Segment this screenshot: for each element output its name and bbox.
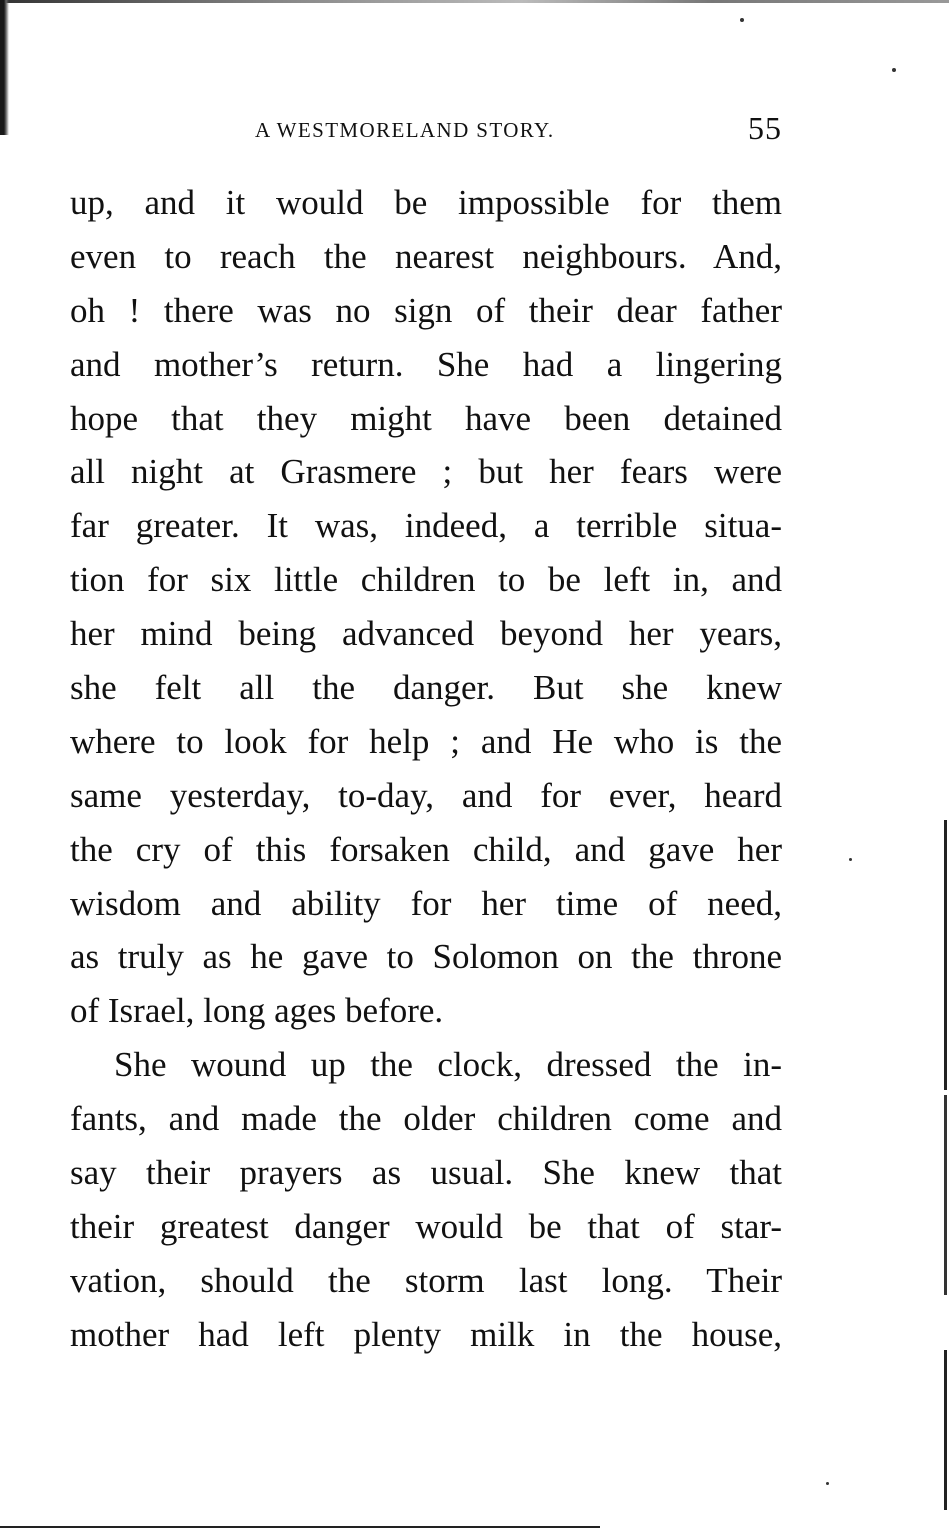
page-header (70, 110, 782, 150)
text-line: mother had left plenty milk in the house, (70, 1314, 782, 1354)
text-line: hope that they might have been detained (70, 398, 782, 438)
scan-right-edge (944, 820, 947, 1090)
scan-speck (740, 18, 744, 22)
scan-speck (826, 1482, 829, 1485)
text-line: of Israel, long ages before. (70, 991, 444, 1031)
scan-right-edge (944, 1350, 947, 1510)
text-line: even to reach the nearest neighbours. And, (70, 236, 782, 276)
text-line: tion for six little children to be left in, and (70, 560, 782, 600)
text-line: wisdom and ability for her time of need, (70, 883, 782, 923)
text-line: oh ! there was no sign of their dear father (70, 290, 782, 330)
text-line: she felt all the danger. But she knew (70, 668, 782, 708)
text-line: same yesterday, to-day, and for ever, heard (70, 775, 782, 815)
text-line: fants, and made the older children come and (70, 1099, 782, 1139)
body-text (70, 176, 782, 1362)
scan-speck (849, 858, 852, 861)
text-line: all night at Grasmere ; but her fears were (70, 452, 782, 492)
scan-bottom-edge (0, 1526, 600, 1528)
text-line: vation, should the storm last long. Their (70, 1260, 782, 1300)
text-line: the cry of this forsaken child, and gave her (70, 829, 782, 869)
text-line: where to look for help ; and He who is the (70, 721, 782, 761)
paragraph-2 (70, 1038, 782, 1361)
paragraph-1 (70, 176, 782, 1038)
scan-right-edge (944, 1095, 947, 1295)
text-line: as truly as he gave to Solomon on the throne (70, 937, 782, 977)
text-line: their greatest danger would be that of star- (70, 1206, 782, 1246)
text-line: her mind being advanced beyond her years, (70, 614, 782, 654)
scan-left-edge (0, 0, 9, 135)
text-line: up, and it would be impossible for them (70, 183, 782, 222)
page-number: 55 (748, 110, 782, 146)
text-line: She wound up the clock, dressed the in- (114, 1045, 782, 1085)
text-line: far greater. It was, indeed, a terrible situa- (70, 506, 782, 546)
text-line: say their prayers as usual. She knew that (70, 1153, 782, 1193)
scan-top-edge (0, 0, 949, 3)
scan-speck (892, 68, 896, 72)
text-line: and mother’s return. She had a lingering (70, 344, 782, 384)
running-head: A WESTMORELAND STORY. (255, 118, 555, 142)
